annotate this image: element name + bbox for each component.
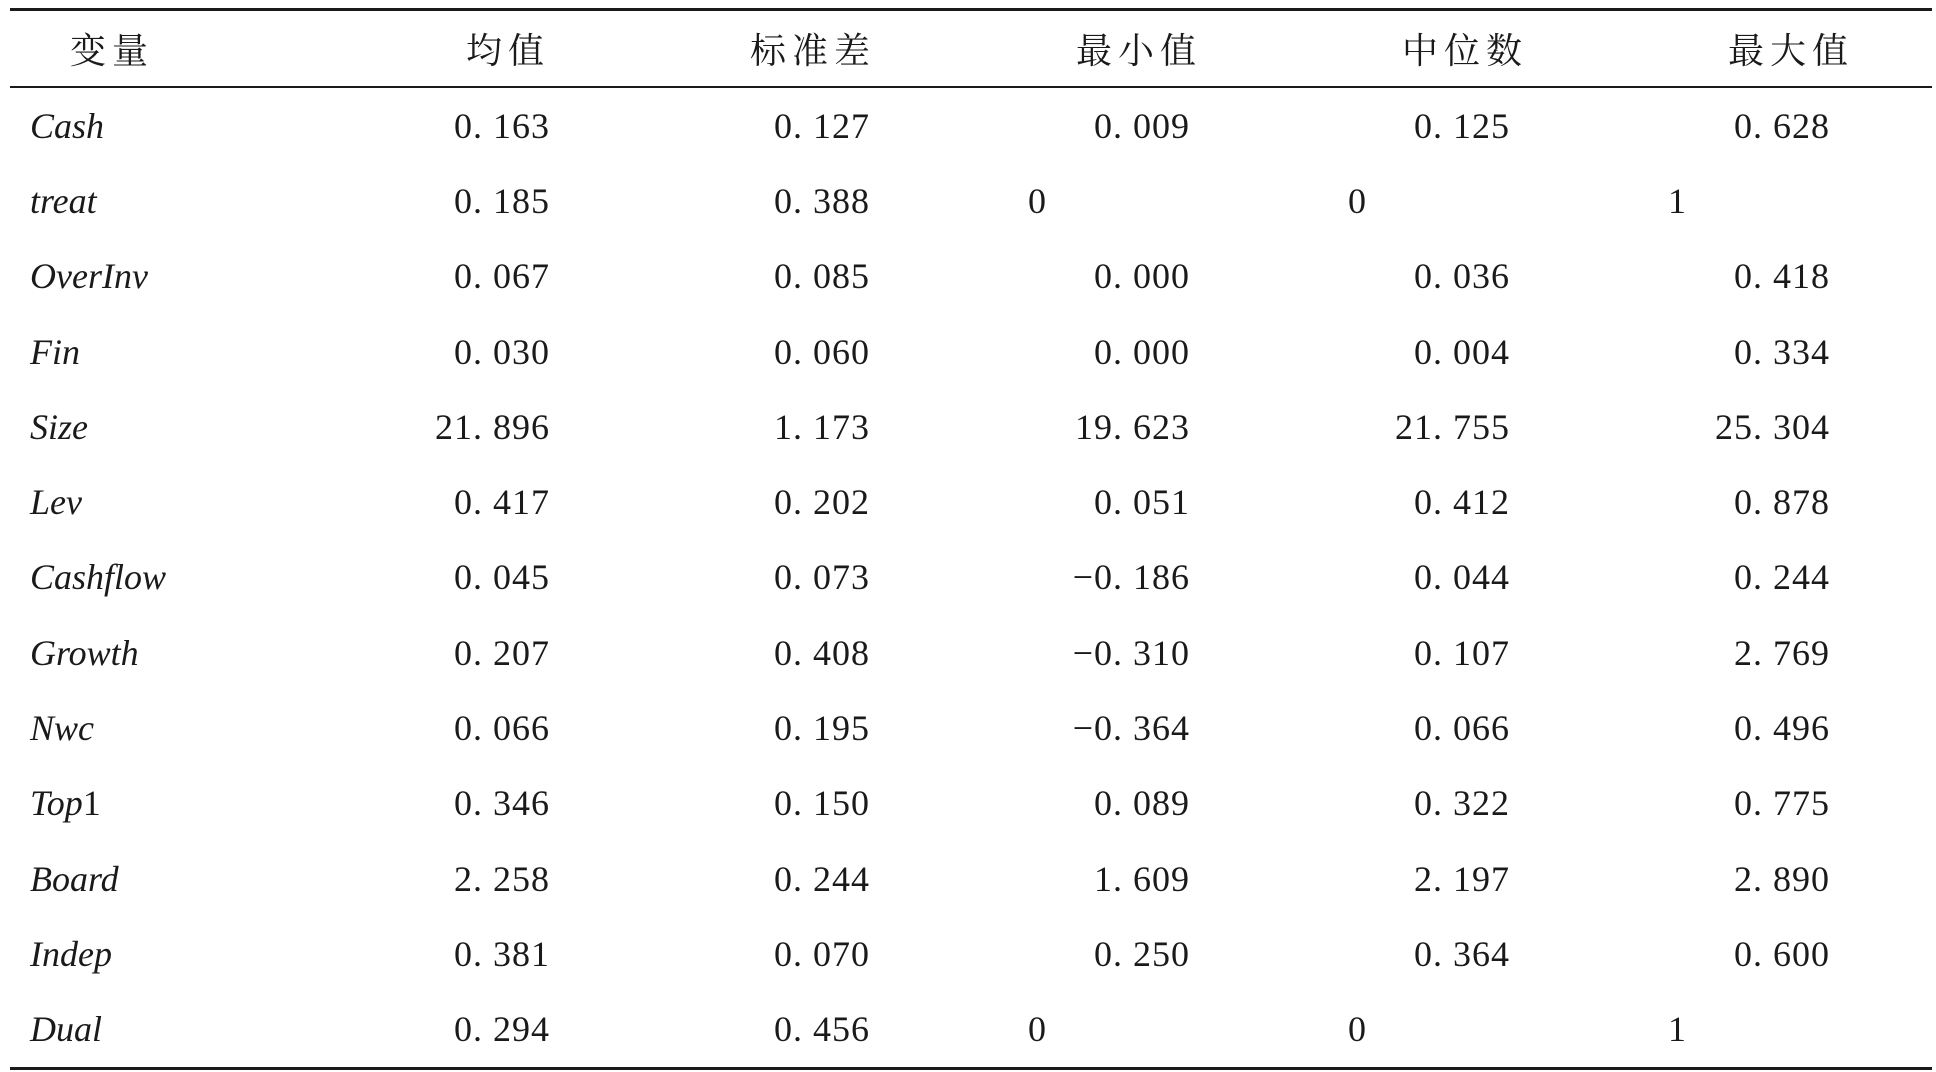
cell-median: 21. 755 bbox=[1395, 406, 1510, 447]
variable-name-text: Size bbox=[30, 406, 88, 447]
cell-mean: 2. 258 bbox=[454, 858, 550, 899]
variable-name bbox=[10, 782, 350, 824]
cell-min: 0. 051 bbox=[1094, 482, 1190, 523]
cell-min: 0. 250 bbox=[1094, 933, 1190, 974]
table-row bbox=[10, 841, 1932, 916]
cell-min: −0. 186 bbox=[1072, 557, 1190, 598]
header-max: 最大值 bbox=[1727, 31, 1854, 71]
variable-name bbox=[10, 933, 350, 975]
variable-name-text: Cashflow bbox=[30, 557, 167, 598]
cell-max: 1 bbox=[1668, 1009, 1687, 1050]
variable-name-text: Cash bbox=[30, 105, 105, 146]
header-variable: 变量 bbox=[70, 31, 155, 71]
variable-name bbox=[10, 255, 350, 297]
table-row bbox=[10, 88, 1932, 163]
table-row bbox=[10, 464, 1932, 539]
header-sd: 标准差 bbox=[749, 31, 876, 71]
table-row bbox=[10, 163, 1932, 238]
cell-median: 0. 412 bbox=[1414, 482, 1510, 523]
cell-max: 0. 878 bbox=[1734, 482, 1830, 523]
cell-max: 0. 244 bbox=[1734, 557, 1830, 598]
cell-min: 0. 000 bbox=[1094, 256, 1190, 297]
variable-name bbox=[10, 632, 350, 674]
cell-median: 0. 125 bbox=[1414, 105, 1510, 146]
cell-sd: 0. 244 bbox=[774, 858, 870, 899]
cell-sd: 0. 408 bbox=[774, 632, 870, 673]
header-mean: 均值 bbox=[465, 31, 550, 71]
cell-mean: 0. 067 bbox=[454, 256, 550, 297]
variable-name-text: Nwc bbox=[30, 708, 95, 749]
variable-name bbox=[10, 707, 350, 749]
variable-name bbox=[10, 406, 350, 448]
header-median: 中位数 bbox=[1401, 31, 1528, 71]
cell-median: 0 bbox=[1348, 180, 1367, 221]
cell-max: 1 bbox=[1668, 180, 1687, 221]
cell-sd: 0. 060 bbox=[774, 331, 870, 372]
cell-min: 1. 609 bbox=[1094, 858, 1190, 899]
cell-mean: 0. 207 bbox=[454, 632, 550, 673]
cell-sd: 0. 456 bbox=[774, 1009, 870, 1050]
cell-median: 0 bbox=[1348, 1009, 1367, 1050]
cell-min: 0. 089 bbox=[1094, 783, 1190, 824]
variable-name bbox=[10, 858, 350, 900]
table-row bbox=[10, 690, 1932, 765]
table-body bbox=[10, 88, 1932, 1067]
variable-name-text: treat bbox=[30, 180, 97, 221]
cell-sd: 0. 202 bbox=[774, 482, 870, 523]
cell-sd: 0. 070 bbox=[774, 933, 870, 974]
cell-sd: 0. 085 bbox=[774, 256, 870, 297]
cell-max: 0. 628 bbox=[1734, 105, 1830, 146]
table-row bbox=[10, 766, 1932, 841]
cell-mean: 0. 066 bbox=[454, 708, 550, 749]
cell-mean: 0. 030 bbox=[454, 331, 550, 372]
cell-median: 0. 004 bbox=[1414, 331, 1510, 372]
cell-max: 0. 334 bbox=[1734, 331, 1830, 372]
table-row bbox=[10, 992, 1932, 1067]
cell-mean: 0. 185 bbox=[454, 180, 550, 221]
table-row bbox=[10, 314, 1932, 389]
table-row bbox=[10, 540, 1932, 615]
cell-median: 2. 197 bbox=[1414, 858, 1510, 899]
variable-name bbox=[10, 180, 350, 222]
table-header-row bbox=[10, 11, 1932, 86]
cell-min: −0. 364 bbox=[1072, 708, 1190, 749]
cell-max: 2. 769 bbox=[1734, 632, 1830, 673]
variable-name-text: Fin bbox=[30, 331, 80, 372]
variable-name bbox=[10, 481, 350, 523]
variable-name-text: Indep bbox=[30, 933, 112, 974]
cell-max: 0. 418 bbox=[1734, 256, 1830, 297]
cell-median: 0. 036 bbox=[1414, 256, 1510, 297]
cell-min: 0 bbox=[1028, 180, 1047, 221]
cell-max: 0. 775 bbox=[1734, 783, 1830, 824]
cell-sd: 0. 150 bbox=[774, 783, 870, 824]
cell-sd: 0. 127 bbox=[774, 105, 870, 146]
cell-mean: 21. 896 bbox=[435, 406, 550, 447]
cell-median: 0. 066 bbox=[1414, 708, 1510, 749]
cell-max: 0. 496 bbox=[1734, 708, 1830, 749]
descriptive-statistics-table bbox=[10, 8, 1932, 1070]
cell-mean: 0. 381 bbox=[454, 933, 550, 974]
table-bottom-rule bbox=[10, 1067, 1932, 1070]
cell-sd: 0. 195 bbox=[774, 708, 870, 749]
cell-max: 2. 890 bbox=[1734, 858, 1830, 899]
variable-name bbox=[10, 1008, 350, 1050]
cell-mean: 0. 045 bbox=[454, 557, 550, 598]
variable-name-text: OverInv bbox=[30, 256, 148, 297]
variable-name-text: Growth bbox=[30, 632, 139, 673]
cell-sd: 1. 173 bbox=[774, 406, 870, 447]
variable-name-text: Board bbox=[30, 858, 119, 899]
cell-median: 0. 107 bbox=[1414, 632, 1510, 673]
variable-name-suffix: 1 bbox=[82, 783, 101, 824]
cell-mean: 0. 294 bbox=[454, 1009, 550, 1050]
cell-min: 0 bbox=[1028, 1009, 1047, 1050]
variable-name-text: Dual bbox=[30, 1009, 102, 1050]
cell-sd: 0. 388 bbox=[774, 180, 870, 221]
table-row bbox=[10, 389, 1932, 464]
cell-max: 25. 304 bbox=[1715, 406, 1830, 447]
cell-min: 19. 623 bbox=[1075, 406, 1190, 447]
header-min: 最小值 bbox=[1075, 31, 1202, 71]
cell-median: 0. 044 bbox=[1414, 557, 1510, 598]
table-row bbox=[10, 615, 1932, 690]
cell-max: 0. 600 bbox=[1734, 933, 1830, 974]
cell-median: 0. 364 bbox=[1414, 933, 1510, 974]
table-row bbox=[10, 916, 1932, 991]
cell-median: 0. 322 bbox=[1414, 783, 1510, 824]
table-row bbox=[10, 239, 1932, 314]
cell-min: 0. 000 bbox=[1094, 331, 1190, 372]
variable-name-text: Top bbox=[30, 783, 83, 824]
cell-mean: 0. 346 bbox=[454, 783, 550, 824]
variable-name bbox=[10, 556, 350, 598]
cell-min: 0. 009 bbox=[1094, 105, 1190, 146]
variable-name bbox=[10, 105, 350, 147]
cell-sd: 0. 073 bbox=[774, 557, 870, 598]
cell-mean: 0. 417 bbox=[454, 482, 550, 523]
variable-name bbox=[10, 331, 350, 373]
cell-mean: 0. 163 bbox=[454, 105, 550, 146]
variable-name-text: Lev bbox=[30, 482, 82, 523]
cell-min: −0. 310 bbox=[1072, 632, 1190, 673]
